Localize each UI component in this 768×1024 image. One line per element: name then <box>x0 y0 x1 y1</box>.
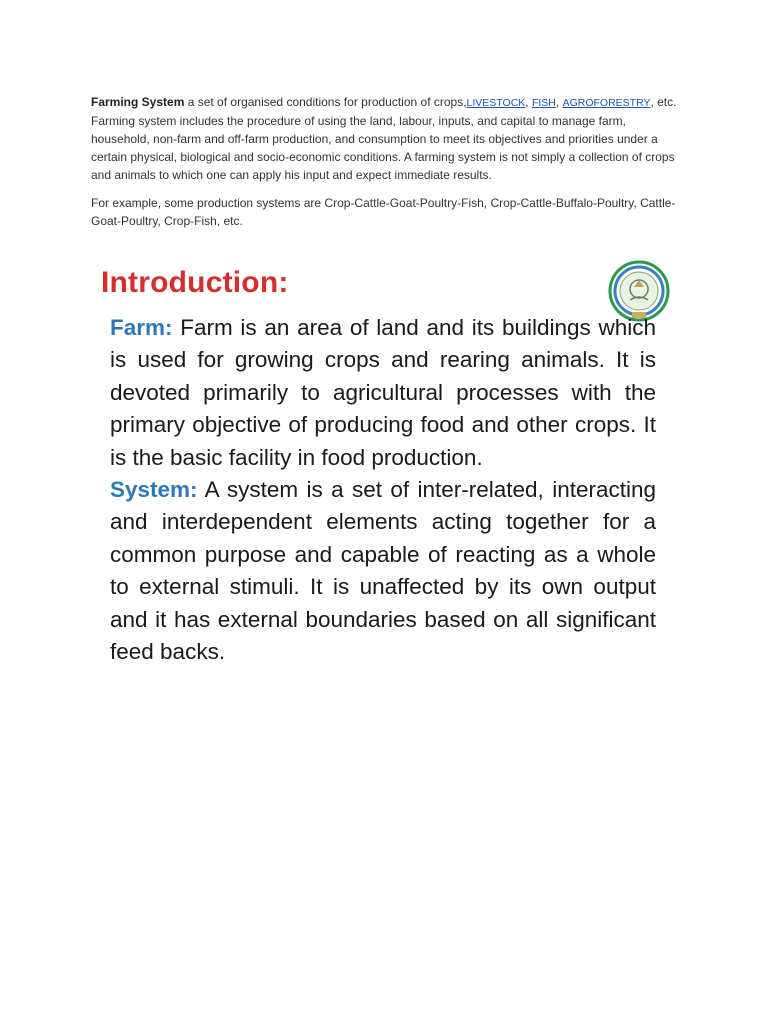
farming-system-description <box>91 93 681 230</box>
definition-term: Farming System <box>91 95 185 109</box>
agroforestry-link[interactable]: AGROFORESTRY <box>562 97 651 109</box>
farm-definition <box>110 312 656 474</box>
definition-intro: a set of organised conditions for production of crops, <box>184 95 467 109</box>
farm-text: Farm is an area of land and its buildings which is used for growing crops and rearing animals. It is devoted primarily to agricultural processes with the primary objective of producing food and other crops. It is the basic facility in food production. <box>110 315 656 470</box>
slide-heading: Introduction: <box>101 266 289 299</box>
link-separator: , <box>555 95 563 109</box>
fish-link[interactable]: FISH <box>531 97 556 109</box>
system-term: System: <box>110 477 198 503</box>
slide-body <box>110 312 656 668</box>
link-separator: , <box>525 95 532 109</box>
introduction-slide-image <box>96 258 676 708</box>
example-paragraph: For example, some production systems are Crop-Cattle-Goat-Poultry-Fish, Crop-Cattle-Buffalo-Poultry, Cattle-Goat-Poultry, Crop-Fish, etc. <box>91 196 676 228</box>
farm-term: Farm: <box>110 315 173 340</box>
system-text: A system is a set of inter-related, interacting and interdependent elements acting together for a common purpose and capable of reacting as a whole to external stimuli. It is unaffected by its own output and it has external boundaries based on all significant feed backs. <box>110 477 656 665</box>
livestock-link[interactable]: LIVESTOCK <box>466 97 526 109</box>
system-definition <box>110 474 656 668</box>
definition-paragraph <box>91 93 681 184</box>
definition-rest: , etc. Farming system includes the procedure of using the land, labour, inputs, and capital to manage farm, household, non-farm and off-farm production, and consumption to meet its objectives and priorities under a certain physical, biological and socio-economic conditions. A farming system is not simply a collection of crops and animals to which one can apply his input and expect immediate results. <box>91 95 677 182</box>
